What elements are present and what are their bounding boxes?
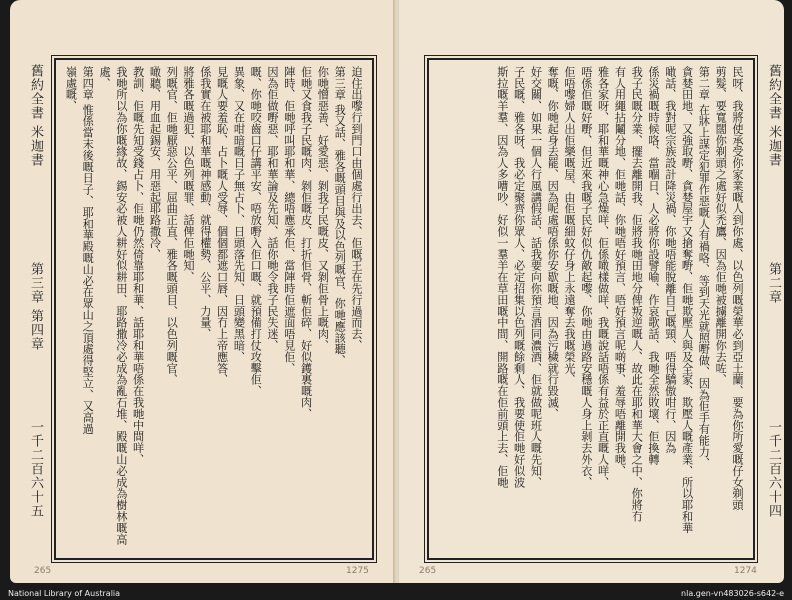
right-pencil-note-b: 1274	[734, 566, 757, 576]
text-column: 雅各家呀、耶和華嘅神心急燥咩、佢係噉樣做咩、我嘅說話唔係有益於正直嘅人咩、	[596, 66, 610, 488]
text-column: 我子民嘅分業、擺去離開我、佢將我哋田地分俾叛逆嘅人、故此在耶和華大會之中、你將冇	[630, 66, 644, 522]
left-pencil-note-a: 265	[34, 566, 52, 576]
text-column: 剪髮、要寬闊你剃頭之處好似禿鷹、因為佢哋被擄離開你去咗、	[714, 66, 728, 386]
right-body-text	[433, 66, 745, 550]
text-column: 教訓、佢嘅先知受錢占卜、佢哋仍然倚靠耶和華、話耶和華唔係在我哋中間咩、	[131, 66, 145, 465]
text-column: 嘅、你哋咬齒口仔講平安、唔放嘢入佢口嘅、就預備打仗攻擊佢、	[249, 66, 263, 397]
text-column: 嶺處嘅、	[64, 66, 78, 112]
footer-source: National Library of Australia	[8, 589, 121, 598]
right-running-title: 舊約全書 米迦書	[766, 64, 781, 168]
left-page	[10, 0, 395, 583]
left-page-number: 一千二百六十五	[28, 420, 43, 518]
left-pencil-note-b: 1275	[346, 566, 369, 576]
text-column: 佢哋又食我子民嘅肉、剝佢嘅皮、打折佢骨、斬佢碎、好似鑊裏嘅肉、	[299, 66, 313, 420]
right-page	[399, 0, 784, 583]
text-column: 有人用繩拈鬮分地、佢哋話、你哋唔好預言、唔好預言呢啲事、羞辱唔離開我哋、	[613, 66, 627, 477]
right-page-number: 一千二百六十四	[766, 420, 781, 518]
text-column: 係我實在被耶和華嘅神感動、就得權勢、公平、力量、	[198, 66, 212, 340]
text-column: 係災禍嘅時候咯、當嗰日、人必將你設譬喻、作哀歌話、我哋全然敗壞、佢換轉	[647, 66, 661, 465]
text-column: 子民嘅、雅各呀、我必定聚齊你眾人、必定招集以色列嘅餘剩人、我要使佢哋好似波	[512, 66, 526, 488]
text-column: 因為佢做嘢惡、耶和華論及先知、話你哋令我子民失迷、	[266, 66, 280, 351]
text-column: 陣時、佢哋呼叫耶和華、總唔應承佢、當陣時佢遮面唔見佢、	[282, 66, 296, 374]
text-column: 見嘅人要羞恥、占卜嘅人受辱、個個都遮口唇、因冇上帝應答、	[215, 66, 229, 386]
footer-identifier: nla.gen-vn483026-s642-e	[681, 589, 784, 598]
text-column: 佢唔嚟婦人出佢樂嘅屋、由佢嘅細蚊仔身上永遠奪去我嘅榮光、	[563, 66, 577, 386]
text-column: 好交關、如果一個人行風講假話、話我要向你預言酒同濃酒、佢就做呢班人嘅先知、	[529, 66, 543, 488]
right-chapter-label: 第二章	[766, 262, 781, 304]
text-column: 我哋所以為你嘅緣故、錫安必被人耕好似耕田、耶路撒冷必成為亂石堆、殿嘅山必成為樹林嘅高處、	[98, 66, 128, 545]
text-column: 將雅各嘅過犯、以色列嘅罪、話俾佢哋知、	[182, 66, 196, 283]
text-column: 噉話、我對呢宗族設計降災禍、你哋唔能脫離自己嘅頸、唔得驕傲咁行、因為	[663, 66, 677, 454]
text-column: 列嘅官、佢哋厭惡公平、屈曲正直、雅各嘅頭目、以色列嘅官、	[165, 66, 179, 386]
text-column: 噉聽、用血起錫安、用惡起耶路撒冷、	[148, 66, 162, 260]
text-column: 第四章 惟係當末後嘅日子、耶和華殿嘅山必在眾山之頂處得堅立、又高過	[81, 66, 95, 435]
right-pencil-note-a: 265	[419, 566, 437, 576]
text-column: 貪婪田地、又強取嘢、貪婪屋宇又搶奪嘢、佢哋欺壓人與及全家、欺壓人嘅產業、所以耶和華	[680, 66, 694, 534]
left-running-title: 舊約全書 米迦書	[28, 64, 43, 168]
text-column: 唔係佢嘅好嘢、但近來我嘅子民好似仇敵起嚟、你哋由過路安穩嘅人身上剝去外衣、	[579, 66, 593, 488]
text-column: 迫住出嚟行到門口由個處行出去、佢嘅王在先行過而去、	[350, 66, 363, 351]
text-column: 異象、又在咁暗嘅日子無占卜、日頭落先知、日頭變黑暗、	[232, 66, 246, 363]
left-body-text	[60, 66, 364, 550]
text-column: 奪嘅、你哋起身去罷、因為呢處唔係你安歇嘅地、因為污穢就行毀滅、	[546, 66, 560, 420]
text-column: 第三章 我又話、雅各嘅頭目與及以色列嘅官、你哋應該聽、	[333, 66, 347, 367]
left-chapter-label: 第三章 第四章	[28, 262, 43, 352]
text-column: 你哋憎惡善、好愛惡、剝我子民嘅皮、又剝佢骨上嘅肉、	[316, 66, 330, 351]
text-column: 斯拉嘅羊羣、因為人多嘈吵、好似一羣羊在草田嘅中間、開路嘅在佢前頭上去、佢哋	[495, 66, 509, 488]
text-column: 民呀、我將使承受你家業嘅人到你處、以色列嘅榮華必到亞土蘭、要為你所愛嘅仔女剃頭	[731, 66, 744, 511]
text-column: 第二章 在牀上謀定犯罪作惡嘅人有禍咯、等到天光就照嘢做、因為佢手有能力、	[697, 66, 711, 469]
footer-bar	[0, 588, 792, 600]
